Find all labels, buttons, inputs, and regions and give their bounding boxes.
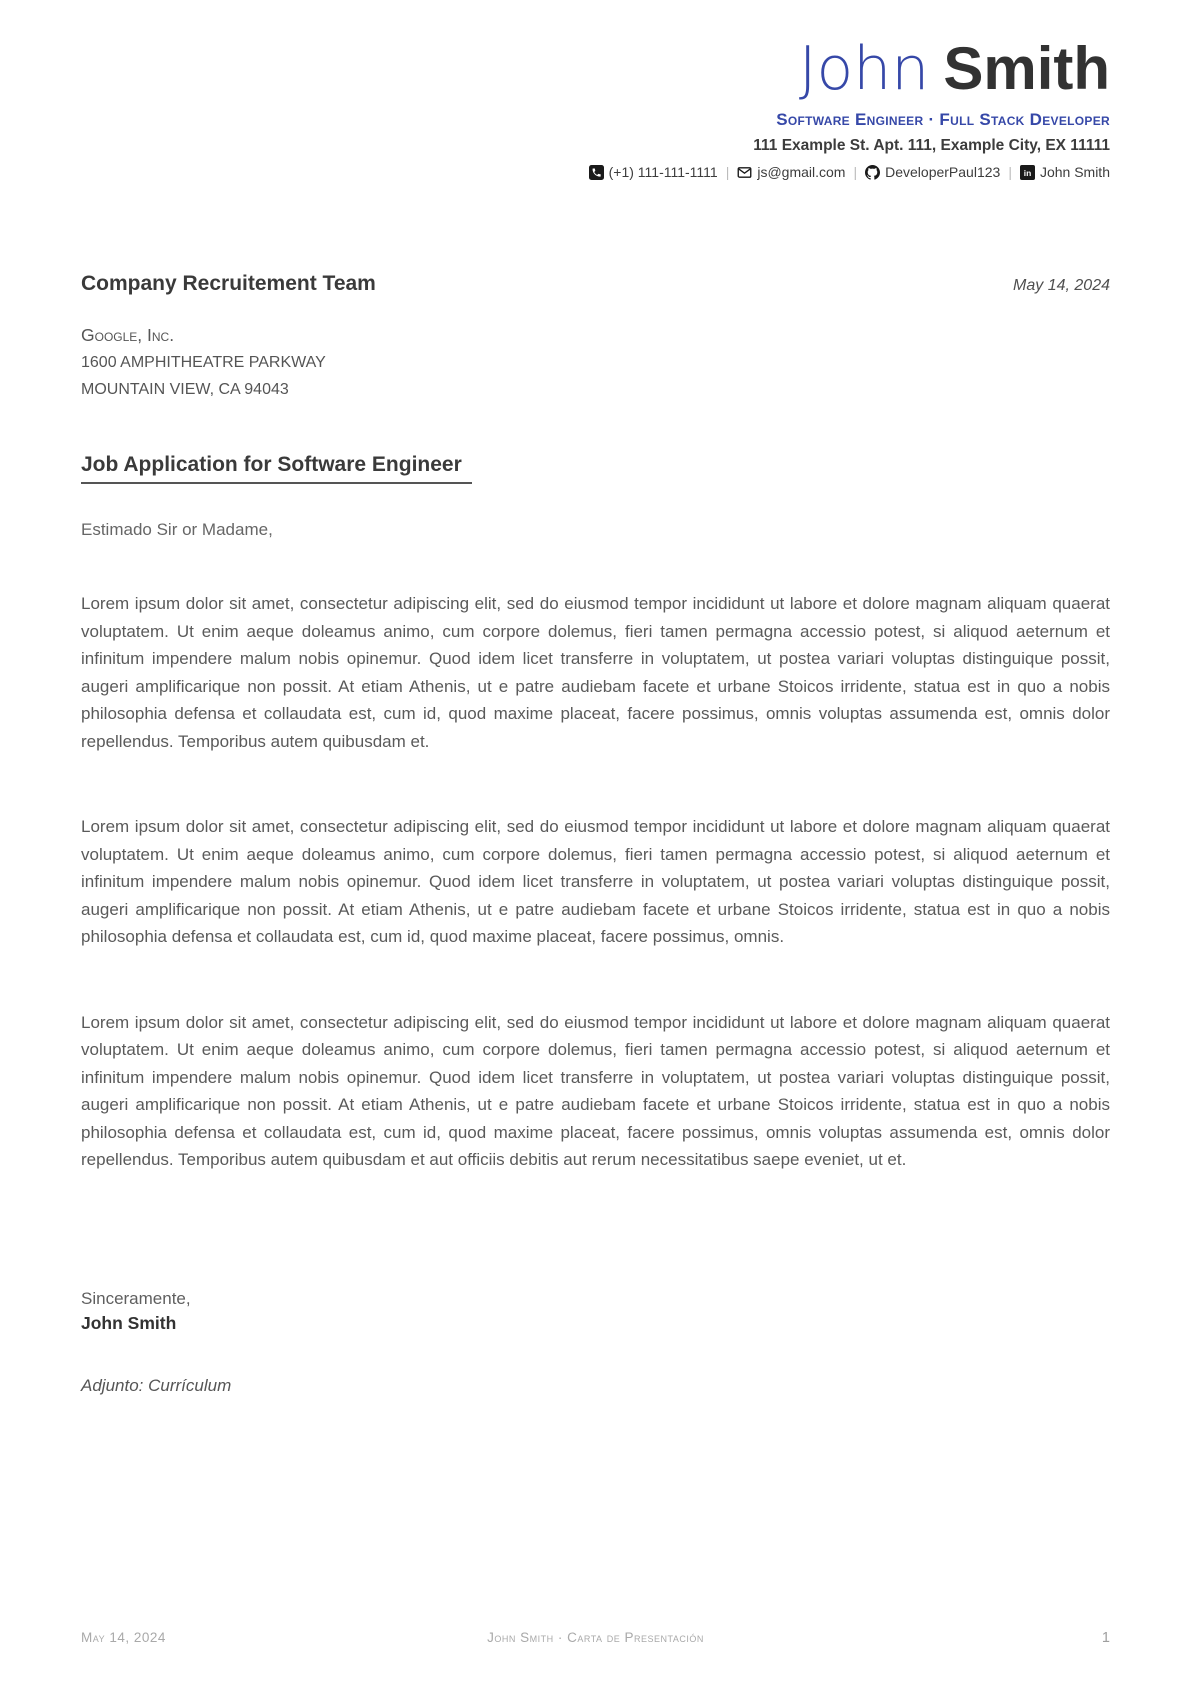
- contact-separator: |: [1008, 164, 1012, 181]
- subject-wrap: [81, 453, 1110, 484]
- contact-separator: |: [853, 164, 858, 181]
- recipient-address-line-2: MOUNTAIN VIEW, CA 94043: [81, 381, 289, 399]
- contact-separator: |: [725, 164, 730, 181]
- body-paragraph-1: Lorem ipsum dolor sit amet, consectetur adipiscing elit, sed do eiusmod tempor incididunt ut labore et dolore magnam aliquam quaerat voluptatem. Ut enim aeque doleamus animo, cum corpore dolemus, fieri tamen permagna accessio potest, si aliquod aeternum et infinitum impendere malum nobis opinemur. Quod idem licet transferre in voluptatem, ut postea variari voluptas distinguique possit, augeri amplificarique non possit. At etiam Athenis, ut e patre audiebam facete et urbane Stoicos irridente, statua est in quo a nobis philosophia defensa et collaudata est, cum id, quod maxime placeat, facere possimus, omnis voluptas assumenda est, omnis dolor repellendus. Temporibus autem quibusdam et.: [81, 594, 1110, 751]
- signature-name: John Smith: [81, 1312, 177, 1333]
- closing-block: [81, 1289, 1110, 1334]
- footer-page-number: 1: [1101, 1630, 1110, 1646]
- subject-title: Job Application for Software Engineer: [81, 453, 472, 484]
- enclosure-note: Adjunto: Currículum: [81, 1375, 232, 1395]
- contact-row: [81, 164, 1110, 180]
- greeting: Estimado Sir or Madame,: [81, 520, 273, 540]
- recipient-address-line-1: 1600 AMPHITHEATRE PARKWAY: [81, 354, 326, 372]
- svg-text:in: in: [1023, 167, 1032, 178]
- recipient-name: Company Recruitement Team: [81, 272, 376, 296]
- phone-contact: [589, 164, 718, 180]
- page-footer: [81, 1630, 1110, 1646]
- body-paragraph-3: Lorem ipsum dolor sit amet, consectetur adipiscing elit, sed do eiusmod tempor incididunt ut labore et dolore magnam aliquam quaerat voluptatem. Ut enim aeque doleamus animo, cum corpore dolemus, fieri tamen permagna accessio potest, si aliquod aeternum et infinitum impendere malum nobis opinemur. Quod idem licet transferre in voluptatem, ut postea variari voluptas distinguique possit, augeri amplificarique non possit. At etiam Athenis, ut e patre audiebam facete et urbane Stoicos irridente, statua est in quo a nobis philosophia defensa et collaudata est, cum id, quod maxime placeat, facere possimus, omnis voluptas assumenda est, omnis dolor repellendus. Temporibus autem quibusdam et aut officiis debitis aut rerum necessitatibus saepe eveniet, ut et.: [81, 1012, 1110, 1170]
- sender-tagline: Software Engineer · Full Stack Developer: [776, 110, 1110, 130]
- github-username[interactable]: DeveloperPaul123: [885, 164, 1001, 181]
- valediction: Sinceramente,: [81, 1288, 191, 1308]
- body-paragraph-2: Lorem ipsum dolor sit amet, consectetur adipiscing elit, sed do eiusmod tempor incididunt ut labore et dolore magnam aliquam quaerat voluptatem. Ut enim aeque doleamus animo, cum corpore dolemus, fieri tamen permagna accessio potest, si aliquod aeternum et infinitum impendere malum nobis opinemur. Quod idem licet transferre in voluptatem, ut postea variari voluptas distinguique possit, augeri amplificarique non possit. At etiam Athenis, ut e patre audiebam facete et urbane Stoicos irridente, statua est in quo a nobis philosophia defensa et collaudata est, cum id, quod maxime placeat, facere possimus, omnis.: [81, 817, 1110, 947]
- email-icon: [737, 165, 752, 180]
- sender-last-name: Smith: [943, 35, 1110, 102]
- letter-header: [81, 34, 1110, 181]
- email-address[interactable]: js@gmail.com: [757, 164, 846, 181]
- sender-first-name: John: [798, 34, 930, 104]
- sender-name: [81, 34, 1110, 104]
- github-contact: [865, 164, 1000, 180]
- phone-number[interactable]: (+1) 111-111-1111: [608, 164, 718, 181]
- github-icon: [865, 165, 880, 180]
- linkedin-name[interactable]: John Smith: [1039, 164, 1110, 181]
- recipient-company: Google, Inc.: [81, 325, 175, 346]
- footer-date: May 14, 2024: [81, 1630, 166, 1645]
- email-contact: [737, 164, 845, 180]
- footer-title: John Smith · Carta de Presentación: [487, 1630, 704, 1645]
- sender-address: 111 Example St. Apt. 111, Example City, EX 11111: [753, 137, 1110, 155]
- linkedin-icon: [1020, 165, 1035, 180]
- phone-icon: [589, 165, 604, 180]
- letter-date: May 14, 2024: [1013, 277, 1110, 295]
- recipient-row: [81, 272, 1110, 296]
- linkedin-contact: [1020, 164, 1110, 180]
